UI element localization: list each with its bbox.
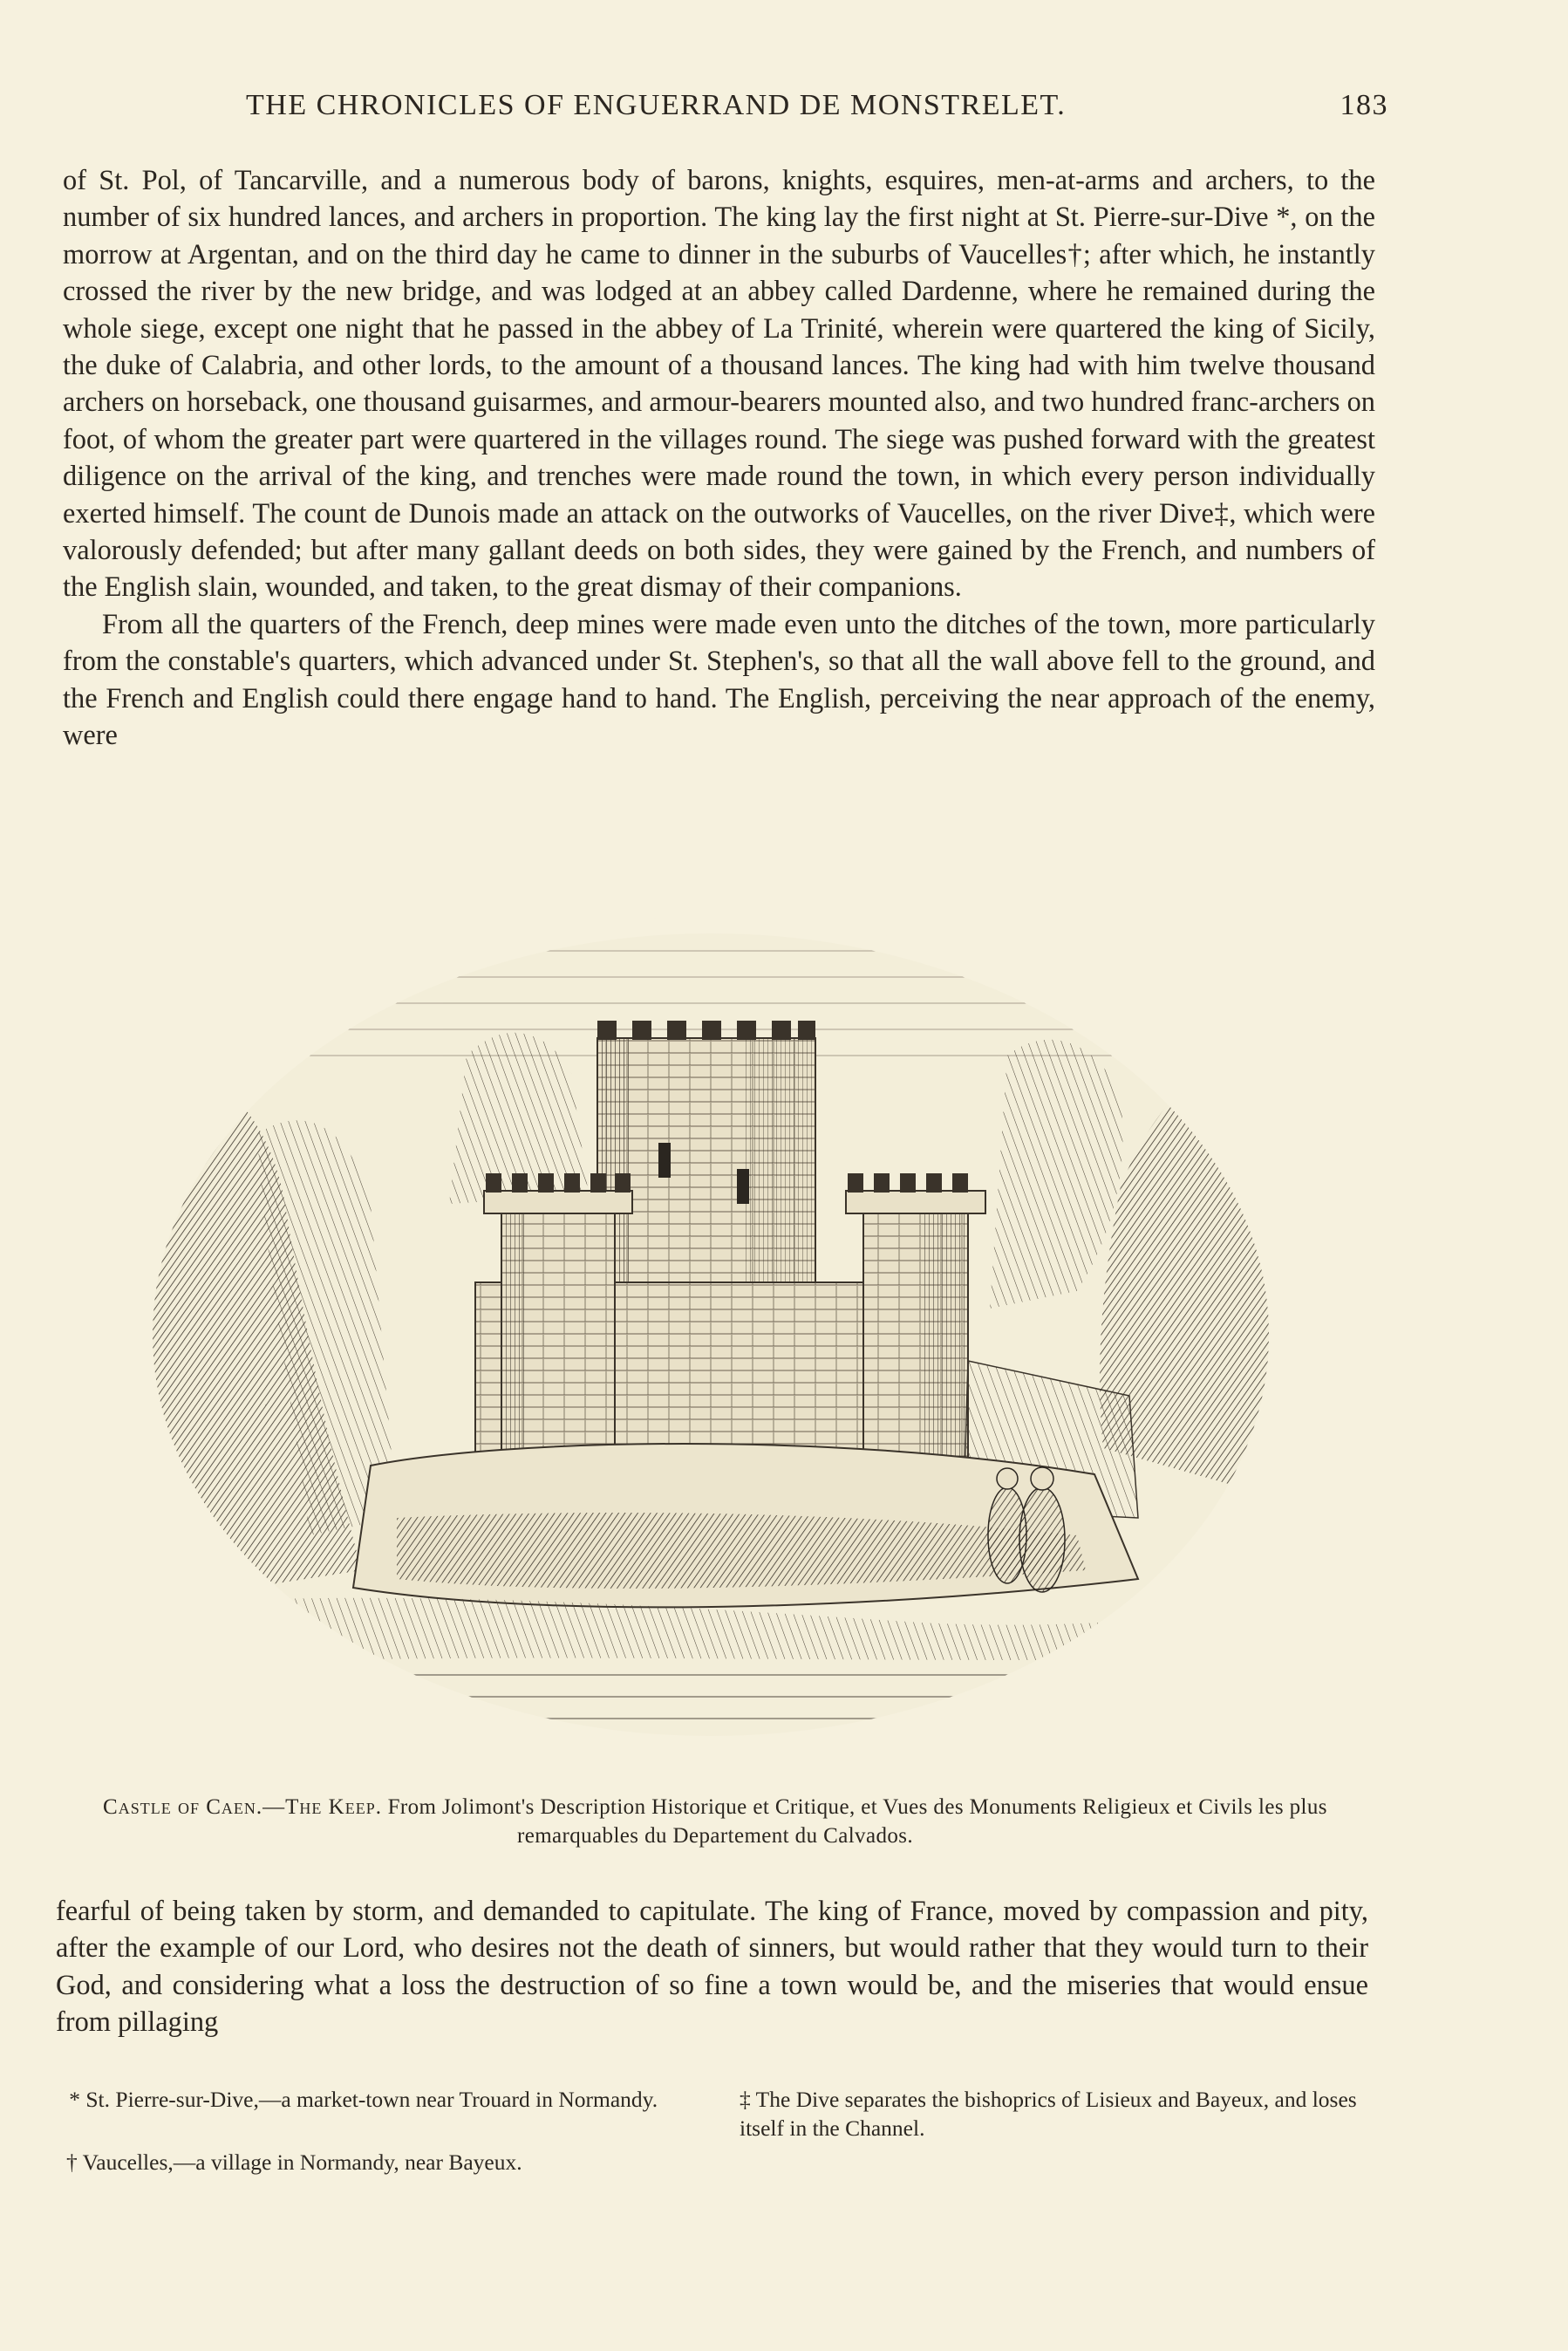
caption-label: Castle of Caen.—The Keep.: [103, 1795, 382, 1819]
footnote-mark: ‡: [740, 2087, 751, 2112]
body-text-bottom: [56, 1893, 1368, 2041]
paragraph: From all the quarters of the French, deep mines were made even unto the ditches of the town, more particularly from the constable's quarters, which advanced under St. Stephen's, so that all the wall above fell to the ground, and the French and English could there engage hand to hand. The English, perceiving the near approach of the enemy, were: [63, 608, 1375, 752]
footnote-mark: †: [66, 2149, 78, 2175]
caption-text: From Jolimont's Description Historique et Critique, et Vues des Monuments Religieux et Civils les plus remarquables du Departement du Calvados.: [387, 1795, 1327, 1848]
page-number: 183: [1340, 89, 1388, 121]
castle-engraving: [135, 907, 1286, 1771]
footnote: [35, 2085, 706, 2114]
figure-caption: [52, 1793, 1378, 1850]
paragraph: of St. Pol, of Tancarville, and a numerous body of barons, knights, esquires, men-at-arms and archers, to the number of six hundred lances, and archers in proportion. The king lay the first night at St. Pierre-sur-Dive *, on the morrow at Argentan, and on the third day he came to dinner in the suburbs of Vaucelles†; after which, he instantly crossed the river by the new bridge, and was lodged at an abbey called Dardenne, where he remained during the whole siege, except one night that he passed in the abbey of La Trinité, wherein were quartered the king of Sicily, the duke of Calabria, and other lords, to the amount of a thousand lances. The king had with him twelve thousand archers on horseback, one thousand guisarmes, and armour-bearers mounted also, and two hundred franc-archers on foot, of whom the greater part were quartered in the villages round. The siege was pushed forward with the greatest diligence on the arrival of the king, and trenches were made round the town, in which every person individually exerted himself. The count de Dunois made an attack on the outworks of Vaucelles, on the river Dive‡, which were valorously defended; but after many gallant deeds on both sides, they were gained by the French, and numbers of the English slain, wounded, and taken, to the great dismay of their companions.: [63, 165, 1375, 604]
paragraph: fearful of being taken by storm, and demanded to capitulate. The king of France, moved by compassion and pity, after the example of our Lord, who desires not the death of sinners, but would rather that they would turn to their God, and considering what a loss the destruction of so fine a town would be, and the miseries that would ensue from pillaging: [56, 1896, 1368, 2039]
footnote: [740, 2085, 1369, 2143]
footnote-mark: *: [69, 2087, 80, 2112]
running-title: THE CHRONICLES OF ENGUERRAND DE MONSTRELET.: [246, 89, 1067, 121]
footnote-text: St. Pierre-sur-Dive,—a market-town near Trouard in Normandy.: [85, 2087, 658, 2112]
body-text-top: [63, 162, 1375, 755]
castle-keep-illustration: [135, 907, 1286, 1771]
footnote-text: The Dive separates the bishoprics of Lisieux and Bayeux, and loses itself in the Channel.: [740, 2087, 1357, 2141]
page-header: [63, 85, 1388, 129]
footnote: [66, 2148, 729, 2177]
footnote-text: Vaucelles,—a village in Normandy, near Bayeux.: [82, 2149, 522, 2175]
